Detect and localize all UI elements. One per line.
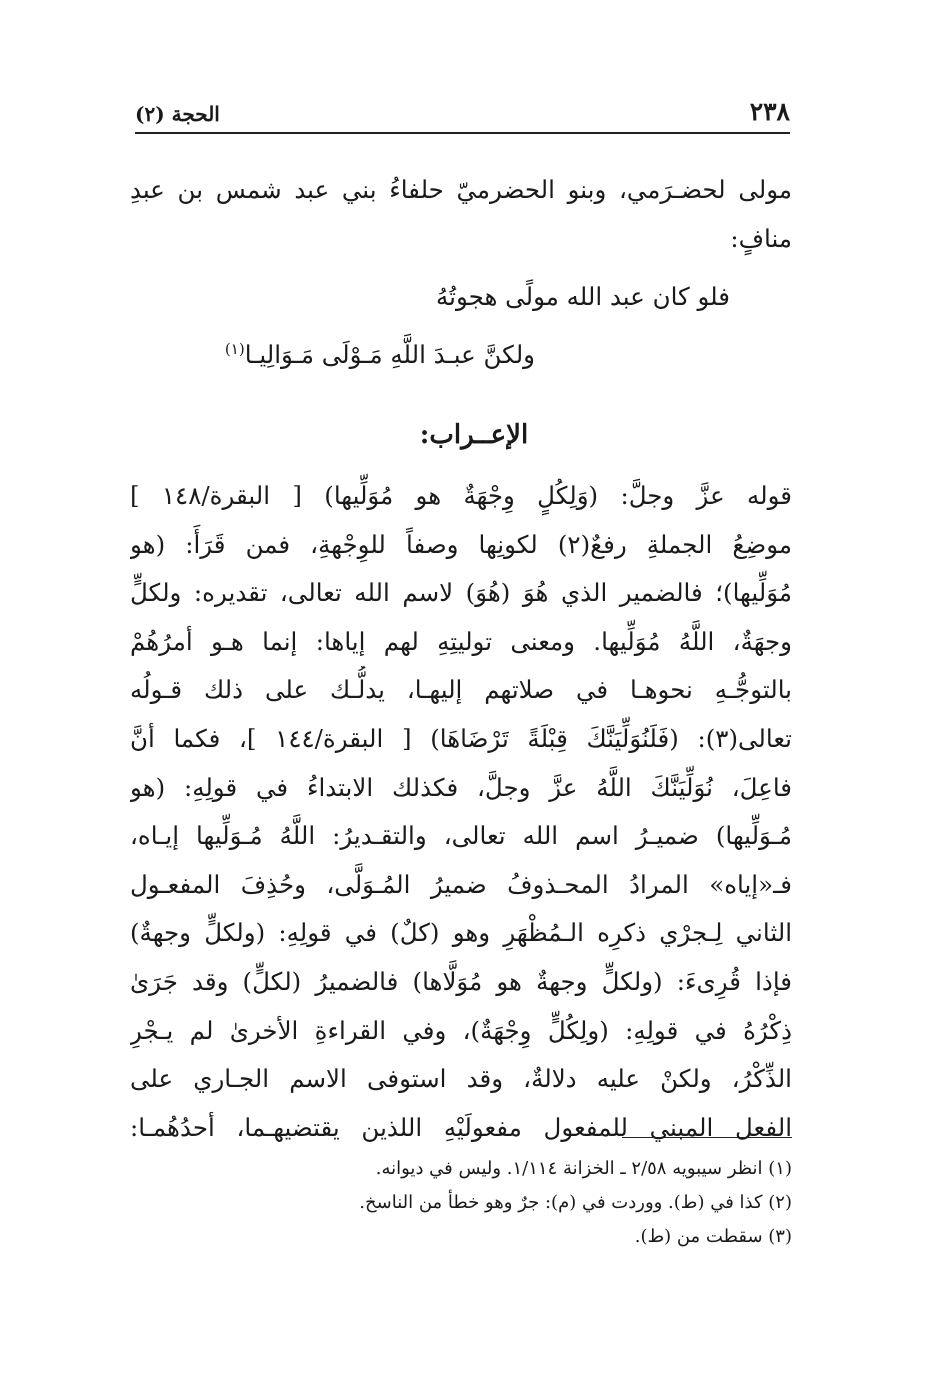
section-heading: الإعــراب: — [419, 420, 529, 450]
poem-second-hemistich — [150, 323, 535, 381]
poem-verse — [150, 271, 730, 381]
footnote-2: (٢) كذا في (ط). ووردت في (م): جرٌ وهو خطأ من الناسخ. — [359, 1192, 792, 1213]
irab-line-1: قوله عزَّ وجلَّ: (وَلِكُلٍ وِجْهَةٌ هو مُوَلِّيها) [ البقرة/١٤٨ ] — [130, 481, 792, 510]
irab-line-5: بالتوجُّـهِ نحوهـا في صلاتهم إليهـا، يدلُّـك على ذلك قـولُه — [130, 675, 792, 705]
footnote-divider — [622, 1137, 792, 1138]
irab-line-13: الذِّكْرُ، ولكنْ عليه دلالةٌ، وقد استوفى الاسم الجـاري على — [130, 1064, 792, 1094]
poem-line-1: فلو كان عبد الله مولًى هجوتُهُ — [436, 282, 730, 311]
irab-line-9: فـ«إياه» المرادُ المحـذوفُ ضميرُ المُـوَلَّى، وحُذِفَ المفعـول — [130, 869, 792, 899]
footnote-1: (١) انظر سيبويه ٢/٥٨ ـ الخزانة ١/١١٤. وليس في ديوانه. — [375, 1158, 792, 1179]
irab-line-12: ذِكْرُهُ في قولِهِ: (ولِكُلٍّ وِجْهَةٌ)، وفي القراءةِ الأخرىٰ لم يـجْرِ — [130, 1015, 792, 1045]
poem-line-2: ولكنَّ عبـدَ اللَّهِ مَـوْلَى مَـوَالِيـا — [244, 340, 535, 370]
irab-line-4: وجهَةٌ، اللَّهُ مُوَلِّيها. ومعنى توليتِهِ لهم إياها: إنما هـو أمرُهُمْ — [130, 626, 792, 656]
irab-line-7: فاعِلَ، نُوَلِّيَنَّكَ اللَّهُ عزَّ وجلَّ، فكذلك الابتداءُ في قولِهِ: (هو — [130, 772, 792, 802]
irab-line-11: فإذا قُرِىءَ: (ولكلٍّ وجهةٌ هو مُوَلَّاها) فالضميرُ (لكلٍّ) وقد جَرَىٰ — [130, 966, 792, 996]
intro-block — [130, 166, 792, 263]
footnote-3: (٣) سقطت من (ط). — [634, 1226, 792, 1247]
page-header — [135, 94, 790, 134]
poem-footnote-ref: (١) — [224, 340, 245, 358]
irab-line-10: الثاني لِـجرْي ذكرِه الـمُظْهَرِ وهو (كلٌ) في قولِهِ: (ولكلٍّ وجهةٌ) — [130, 918, 792, 948]
page-number: ٢٣٨ — [749, 97, 790, 126]
irab-line-14: الفعل المبني للمفعول مفعولَيْهِ اللذين يقتضيهـما، أحدُهُمـا: — [130, 1112, 792, 1142]
irab-paragraph — [130, 472, 792, 1152]
footnotes — [200, 1152, 792, 1254]
running-title: الحجة (٢) — [135, 102, 220, 126]
irab-line-2: موضِعُ الجملةِ رفعٌ(٢) لكونِها وصفاً للوِجْهةِ، فمن قَرَأَ: (هو — [130, 529, 792, 559]
irab-line-6: تعالى(٣): (فَلَنُوَلِّيَنَّكَ قِبْلَةً تَرْضَاهَا) [ البقرة/١٤٤ ]، فكما أنَّ — [130, 723, 792, 753]
poem-first-hemistich — [150, 271, 730, 323]
intro-paragraph: مولى لحضـرَمي، وبنو الحضرميّ حلفاءُ بني عبد شمس بن عبدِ منافٍ: — [130, 175, 792, 253]
irab-line-3: مُوَلِّيها)؛ فالضمير الذي هُوَ (هُوَ) لاسم الله تعالى، تقديره: ولكلٍّ — [130, 578, 792, 608]
irab-line-8: مُـوَلِّيها) ضميـرُ اسم الله تعالى، والتقـديرُ: اللَّهُ مُـوَلِّيها إيـاه، — [130, 821, 792, 851]
